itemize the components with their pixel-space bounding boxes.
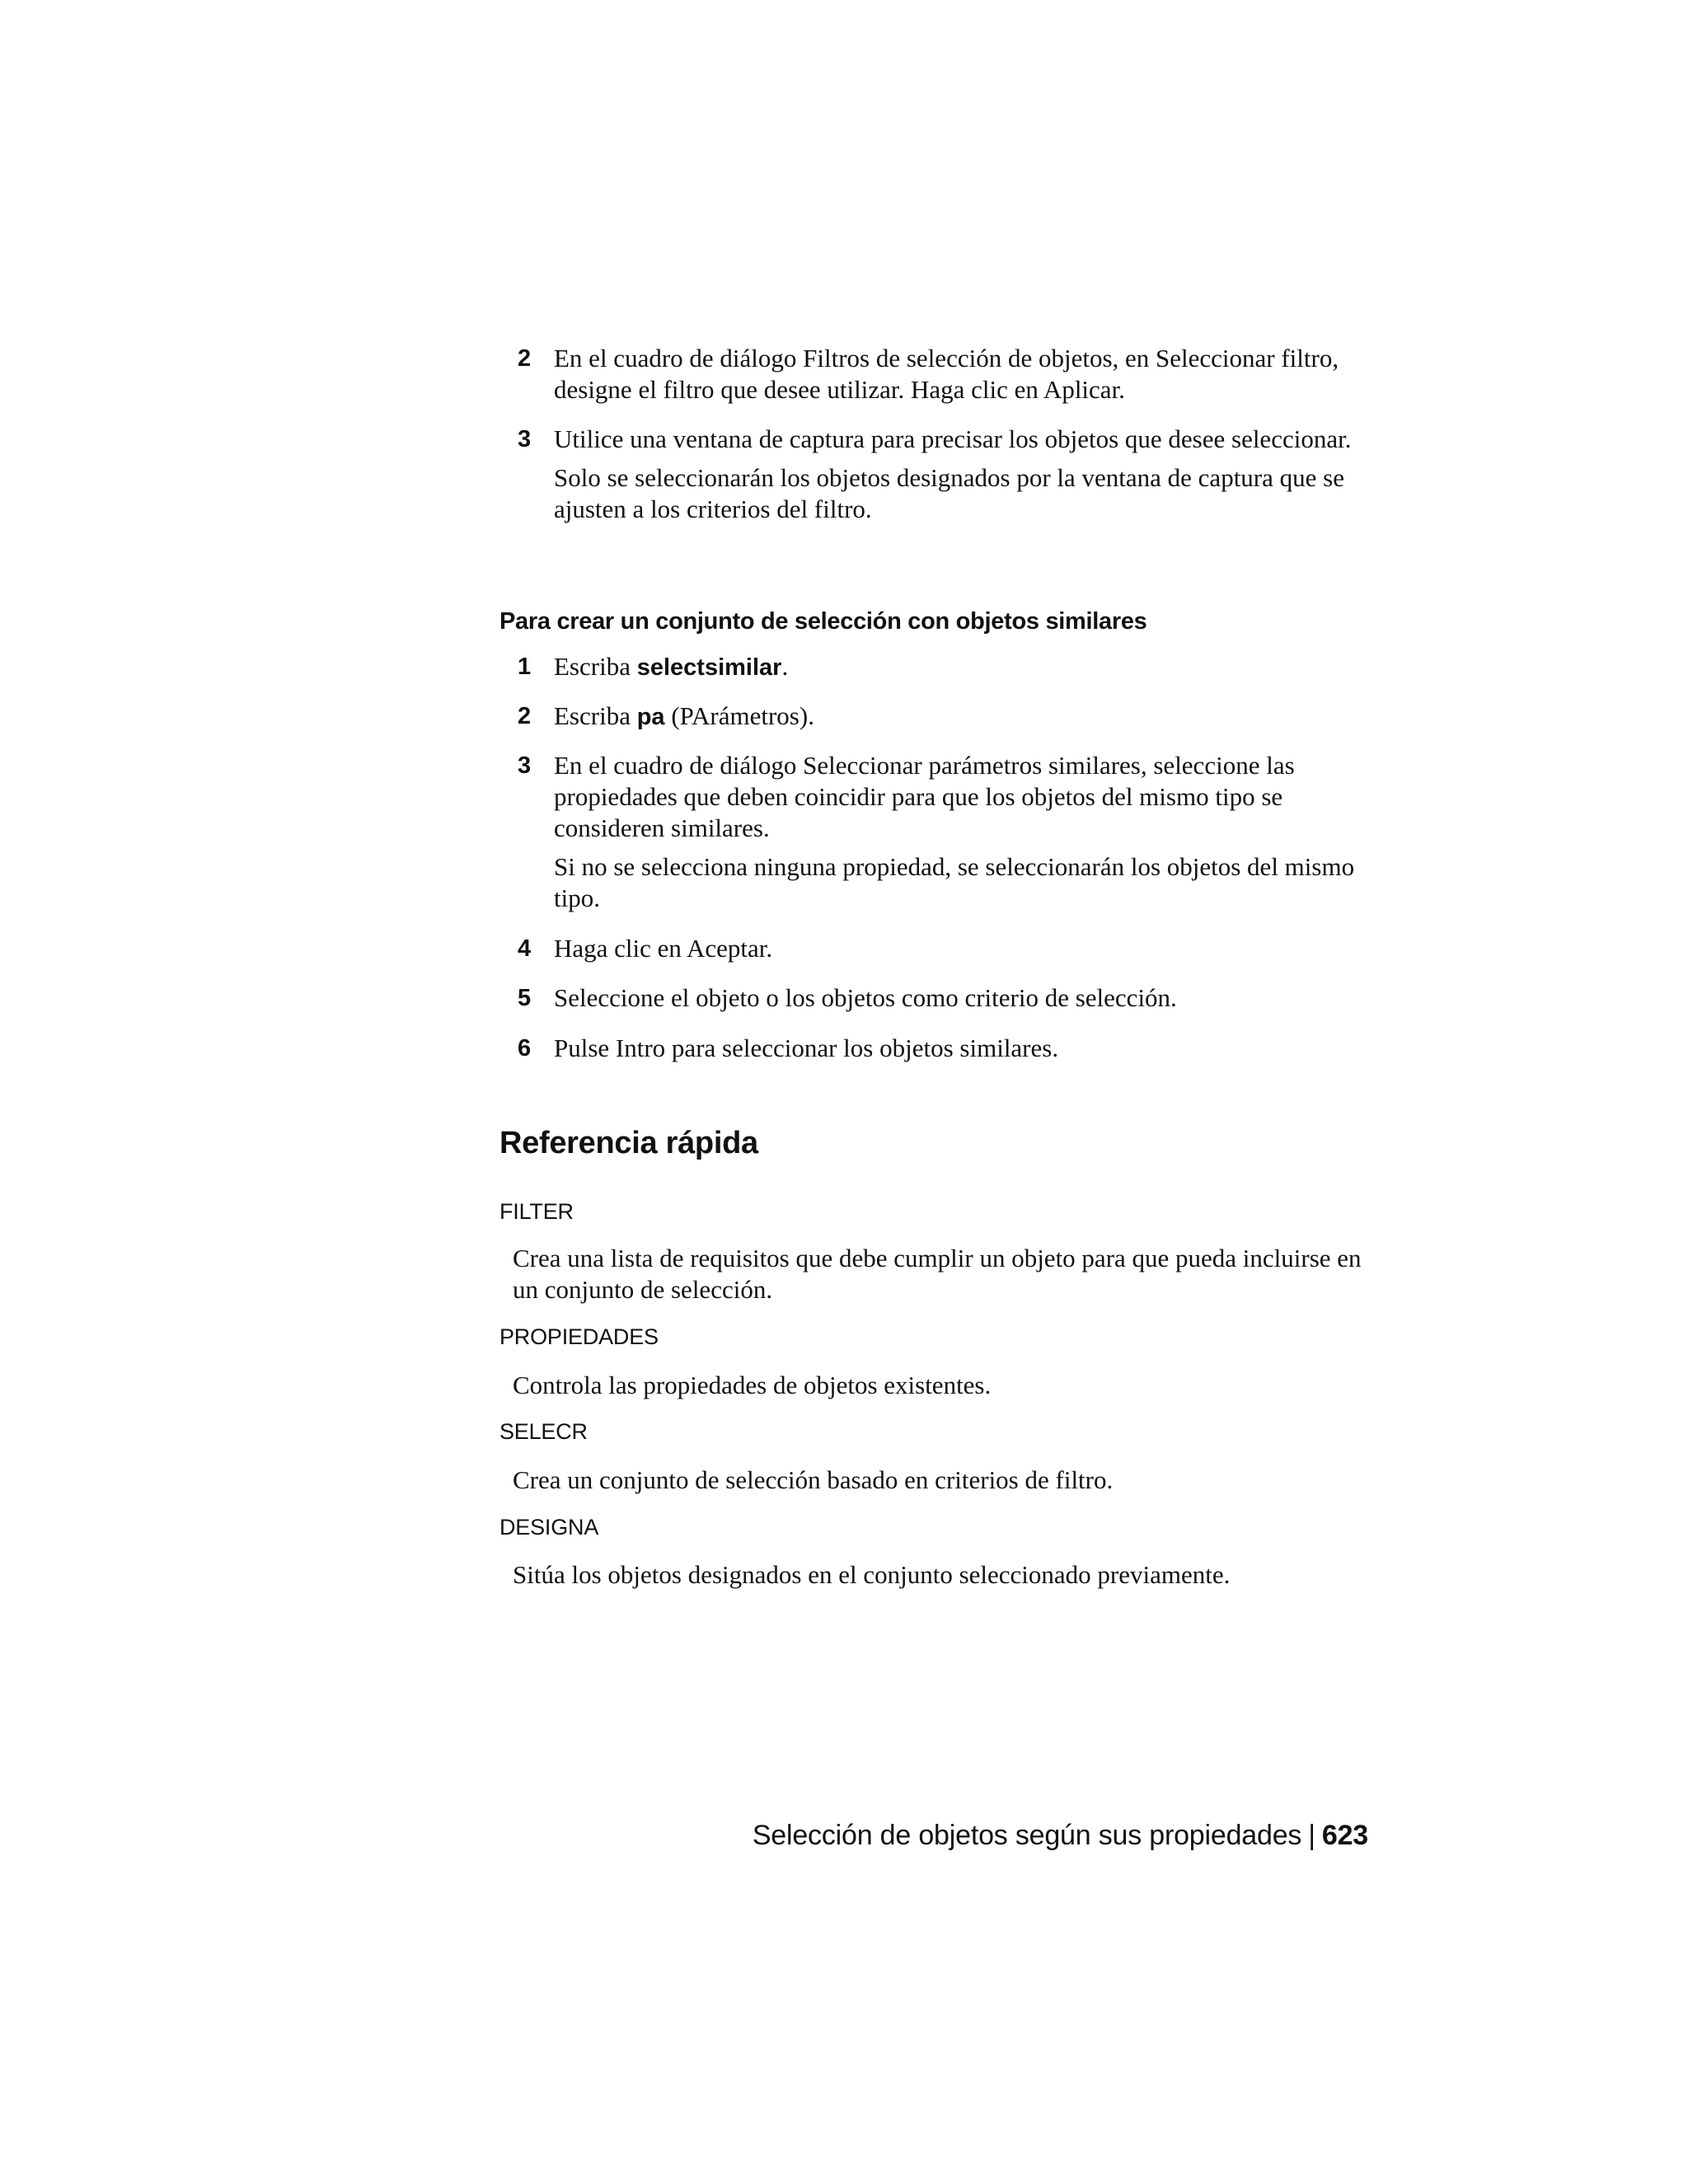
reference-term: SELECR xyxy=(499,1419,588,1444)
reference-term: FILTER xyxy=(499,1199,574,1224)
command-name: pa xyxy=(636,704,665,730)
section-heading: Referencia rápida xyxy=(499,1126,758,1160)
step-item xyxy=(518,343,1375,405)
step-item xyxy=(518,651,1375,683)
step-text: Pulse Intro para seleccionar los objetos similares. xyxy=(554,1033,1059,1062)
step-number: 2 xyxy=(518,703,532,729)
chapter-title: Selección de objetos según sus propiedades xyxy=(752,1820,1302,1851)
step-number: 3 xyxy=(518,426,532,452)
step-number: 3 xyxy=(518,752,532,779)
page-number: 623 xyxy=(1321,1820,1368,1851)
command-name: selectsimilar xyxy=(636,654,782,681)
step-number: 5 xyxy=(518,985,532,1011)
step-item xyxy=(518,982,1375,1014)
step-text: Utilice una ventana de captura para precisar los objetos que desee seleccionar. xyxy=(554,424,1352,453)
step-note: Si no se selecciona ninguna propiedad, se seleccionarán los objetos del mismo tipo. xyxy=(554,852,1355,912)
step-text: Seleccione el objeto o los objetos como criterio de selección. xyxy=(554,983,1177,1012)
reference-description: Crea un conjunto de selección basado en criterios de filtro. xyxy=(513,1465,1114,1494)
page-footer xyxy=(753,1820,1368,1852)
reference-description: Controla las propiedades de objetos existentes. xyxy=(513,1371,992,1399)
reference-term: DESIGNA xyxy=(499,1515,599,1540)
reference-description: Crea una lista de requisitos que debe cumplir un objeto para que pueda incluirse en un conjunto de selección. xyxy=(513,1244,1362,1304)
reference-description: Sitúa los objetos designados en el conjunto seleccionado previamente. xyxy=(513,1560,1231,1589)
step-item xyxy=(518,750,1375,914)
step-text: Haga clic en Aceptar. xyxy=(554,934,773,963)
step-text: En el cuadro de diálogo Seleccionar parámetros similares, seleccione las propiedades que deben coincidir para que los objetos del mismo tipo se consideren similares. xyxy=(554,751,1295,842)
step-item xyxy=(518,933,1375,964)
step-item xyxy=(518,1033,1375,1064)
step-item xyxy=(518,424,1375,525)
step-text-suffix: (PArámetros). xyxy=(664,701,814,730)
step-note: Solo se seleccionarán los objetos designados por la ventana de captura que se ajusten a los criterios del filtro. xyxy=(554,463,1344,523)
step-text-prefix: Escriba xyxy=(554,701,637,730)
step-text-prefix: Escriba xyxy=(554,652,637,681)
step-number: 4 xyxy=(518,935,532,962)
step-number: 2 xyxy=(518,345,532,372)
step-item xyxy=(518,701,1375,733)
reference-term: PROPIEDADES xyxy=(499,1324,659,1349)
step-text-suffix: . xyxy=(781,652,789,681)
step-number: 6 xyxy=(518,1035,532,1062)
footer-separator: | xyxy=(1308,1820,1315,1851)
procedure-heading: Para crear un conjunto de selección con objetos similares xyxy=(499,608,1147,635)
step-text: En el cuadro de diálogo Filtros de selección de objetos, en Seleccionar filtro, designe el filtro que desee utilizar. Haga clic en Aplicar. xyxy=(554,344,1339,404)
step-number: 1 xyxy=(518,654,532,680)
